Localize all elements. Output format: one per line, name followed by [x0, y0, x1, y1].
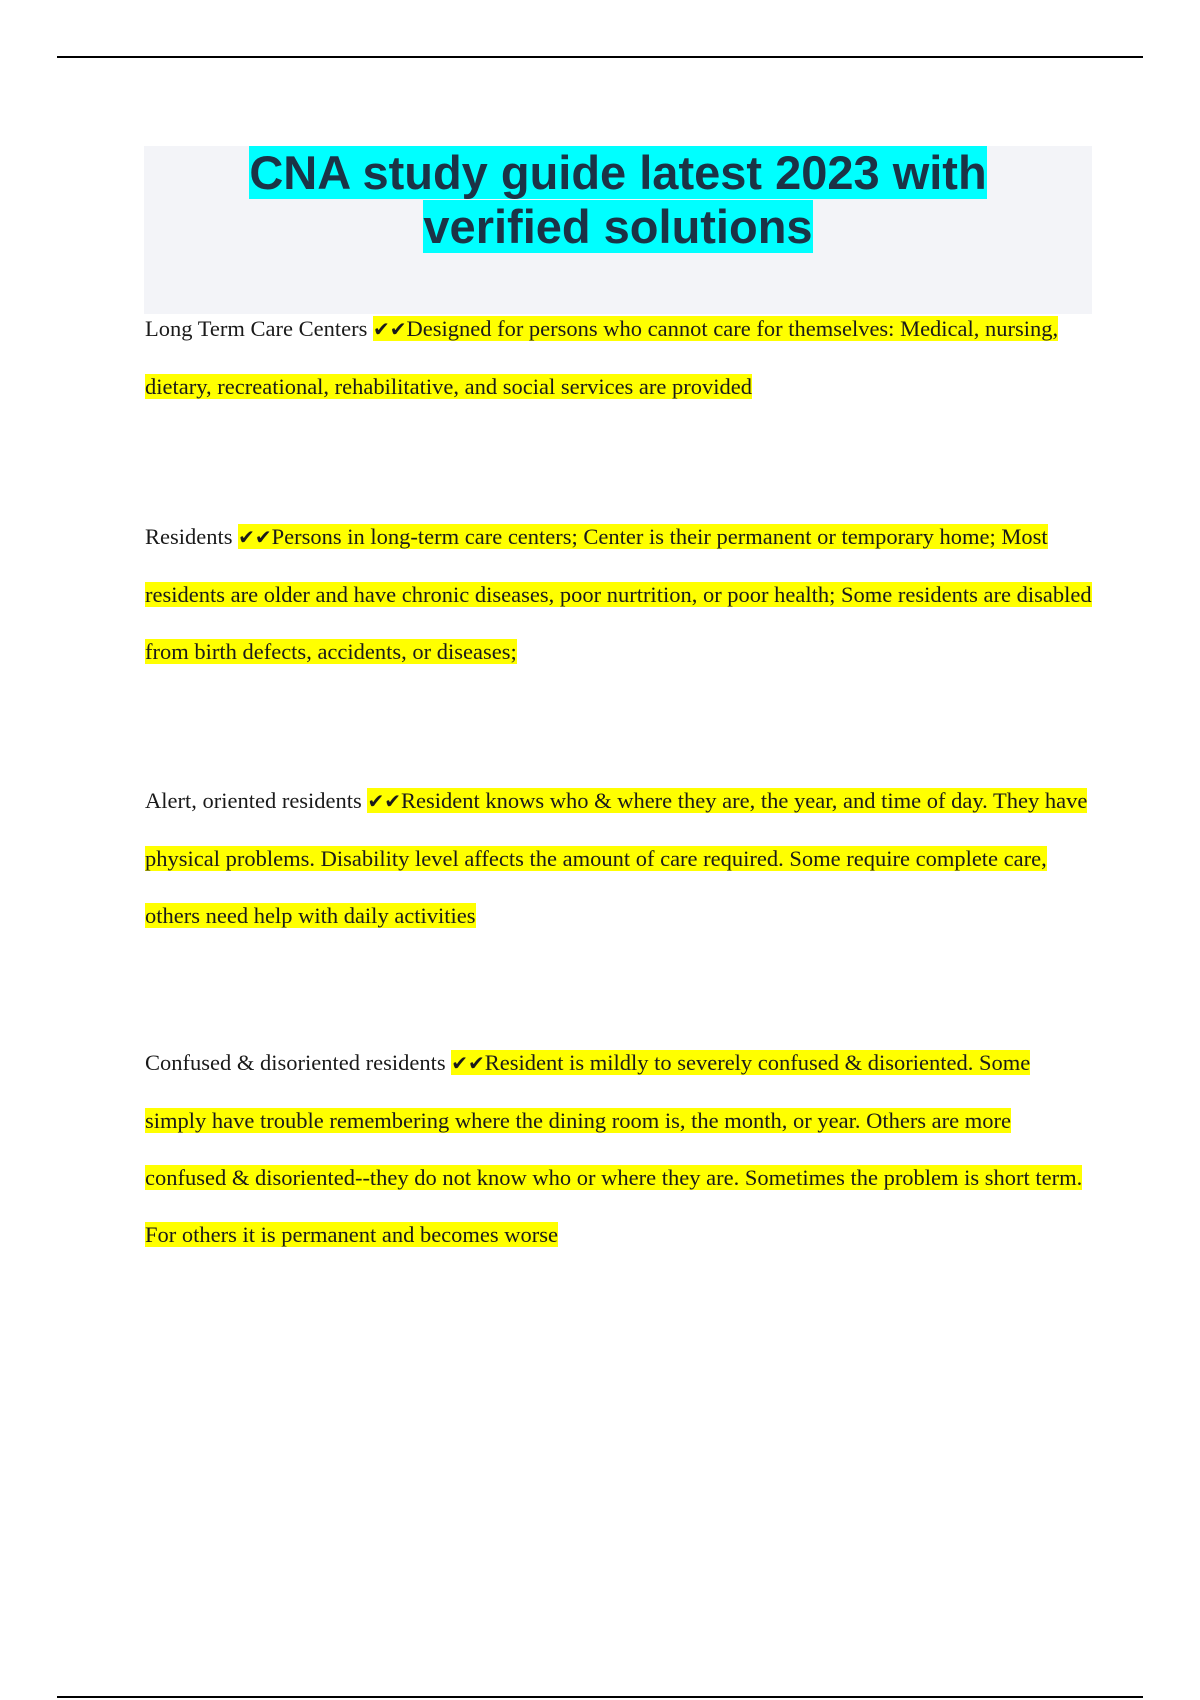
entry-answer: Resident is mildly to severely confused & disoriented. Some simply have trouble remembering where the dining room is, the month, or year. Others are more confused & disoriented--they do not know who or where they are. Sometimes the problem is short term. For others it is permanent and becomes worse: [145, 1050, 1083, 1247]
document-title: [144, 146, 1092, 254]
double-check-icon: ✔✔: [372, 317, 407, 341]
entry-confused-disoriented-residents: [145, 1034, 1095, 1263]
entry-answer: Designed for persons who cannot care for themselves: Medical, nursing, dietary, recreational, rehabilitative, and social services are provided: [145, 316, 1059, 399]
entry-long-term-care-centers: [145, 300, 1095, 415]
entry-answer: Persons in long-term care centers; Center is their permanent or temporary home; Most residents are older and have chronic diseases, poor nurtrition, or poor health; Some residents are disabled from birth defects, accidents, or diseases;: [145, 524, 1092, 664]
bottom-rule: [57, 1696, 1143, 1698]
double-check-icon: ✔✔: [451, 1051, 485, 1075]
double-check-icon: ✔✔: [367, 789, 401, 813]
title-banner: [144, 146, 1092, 314]
entry-residents: [145, 508, 1095, 680]
title-line-2: verified solutions: [423, 200, 813, 253]
entry-answer: Resident knows who & where they are, the year, and time of day. They have physical problems. Disability level affects the amount of care required. Some require complete care, others need help with daily activities: [145, 788, 1088, 928]
entry-term: Confused & disoriented residents: [145, 1050, 446, 1075]
entry-alert-oriented-residents: [145, 772, 1095, 944]
top-rule: [57, 56, 1143, 58]
double-check-icon: ✔✔: [238, 525, 272, 549]
title-line-1: CNA study guide latest 2023 with: [249, 146, 987, 199]
entry-term: Residents: [145, 524, 233, 549]
entry-term: Long Term Care Centers: [145, 316, 368, 341]
entry-term: Alert, oriented residents: [145, 788, 362, 813]
